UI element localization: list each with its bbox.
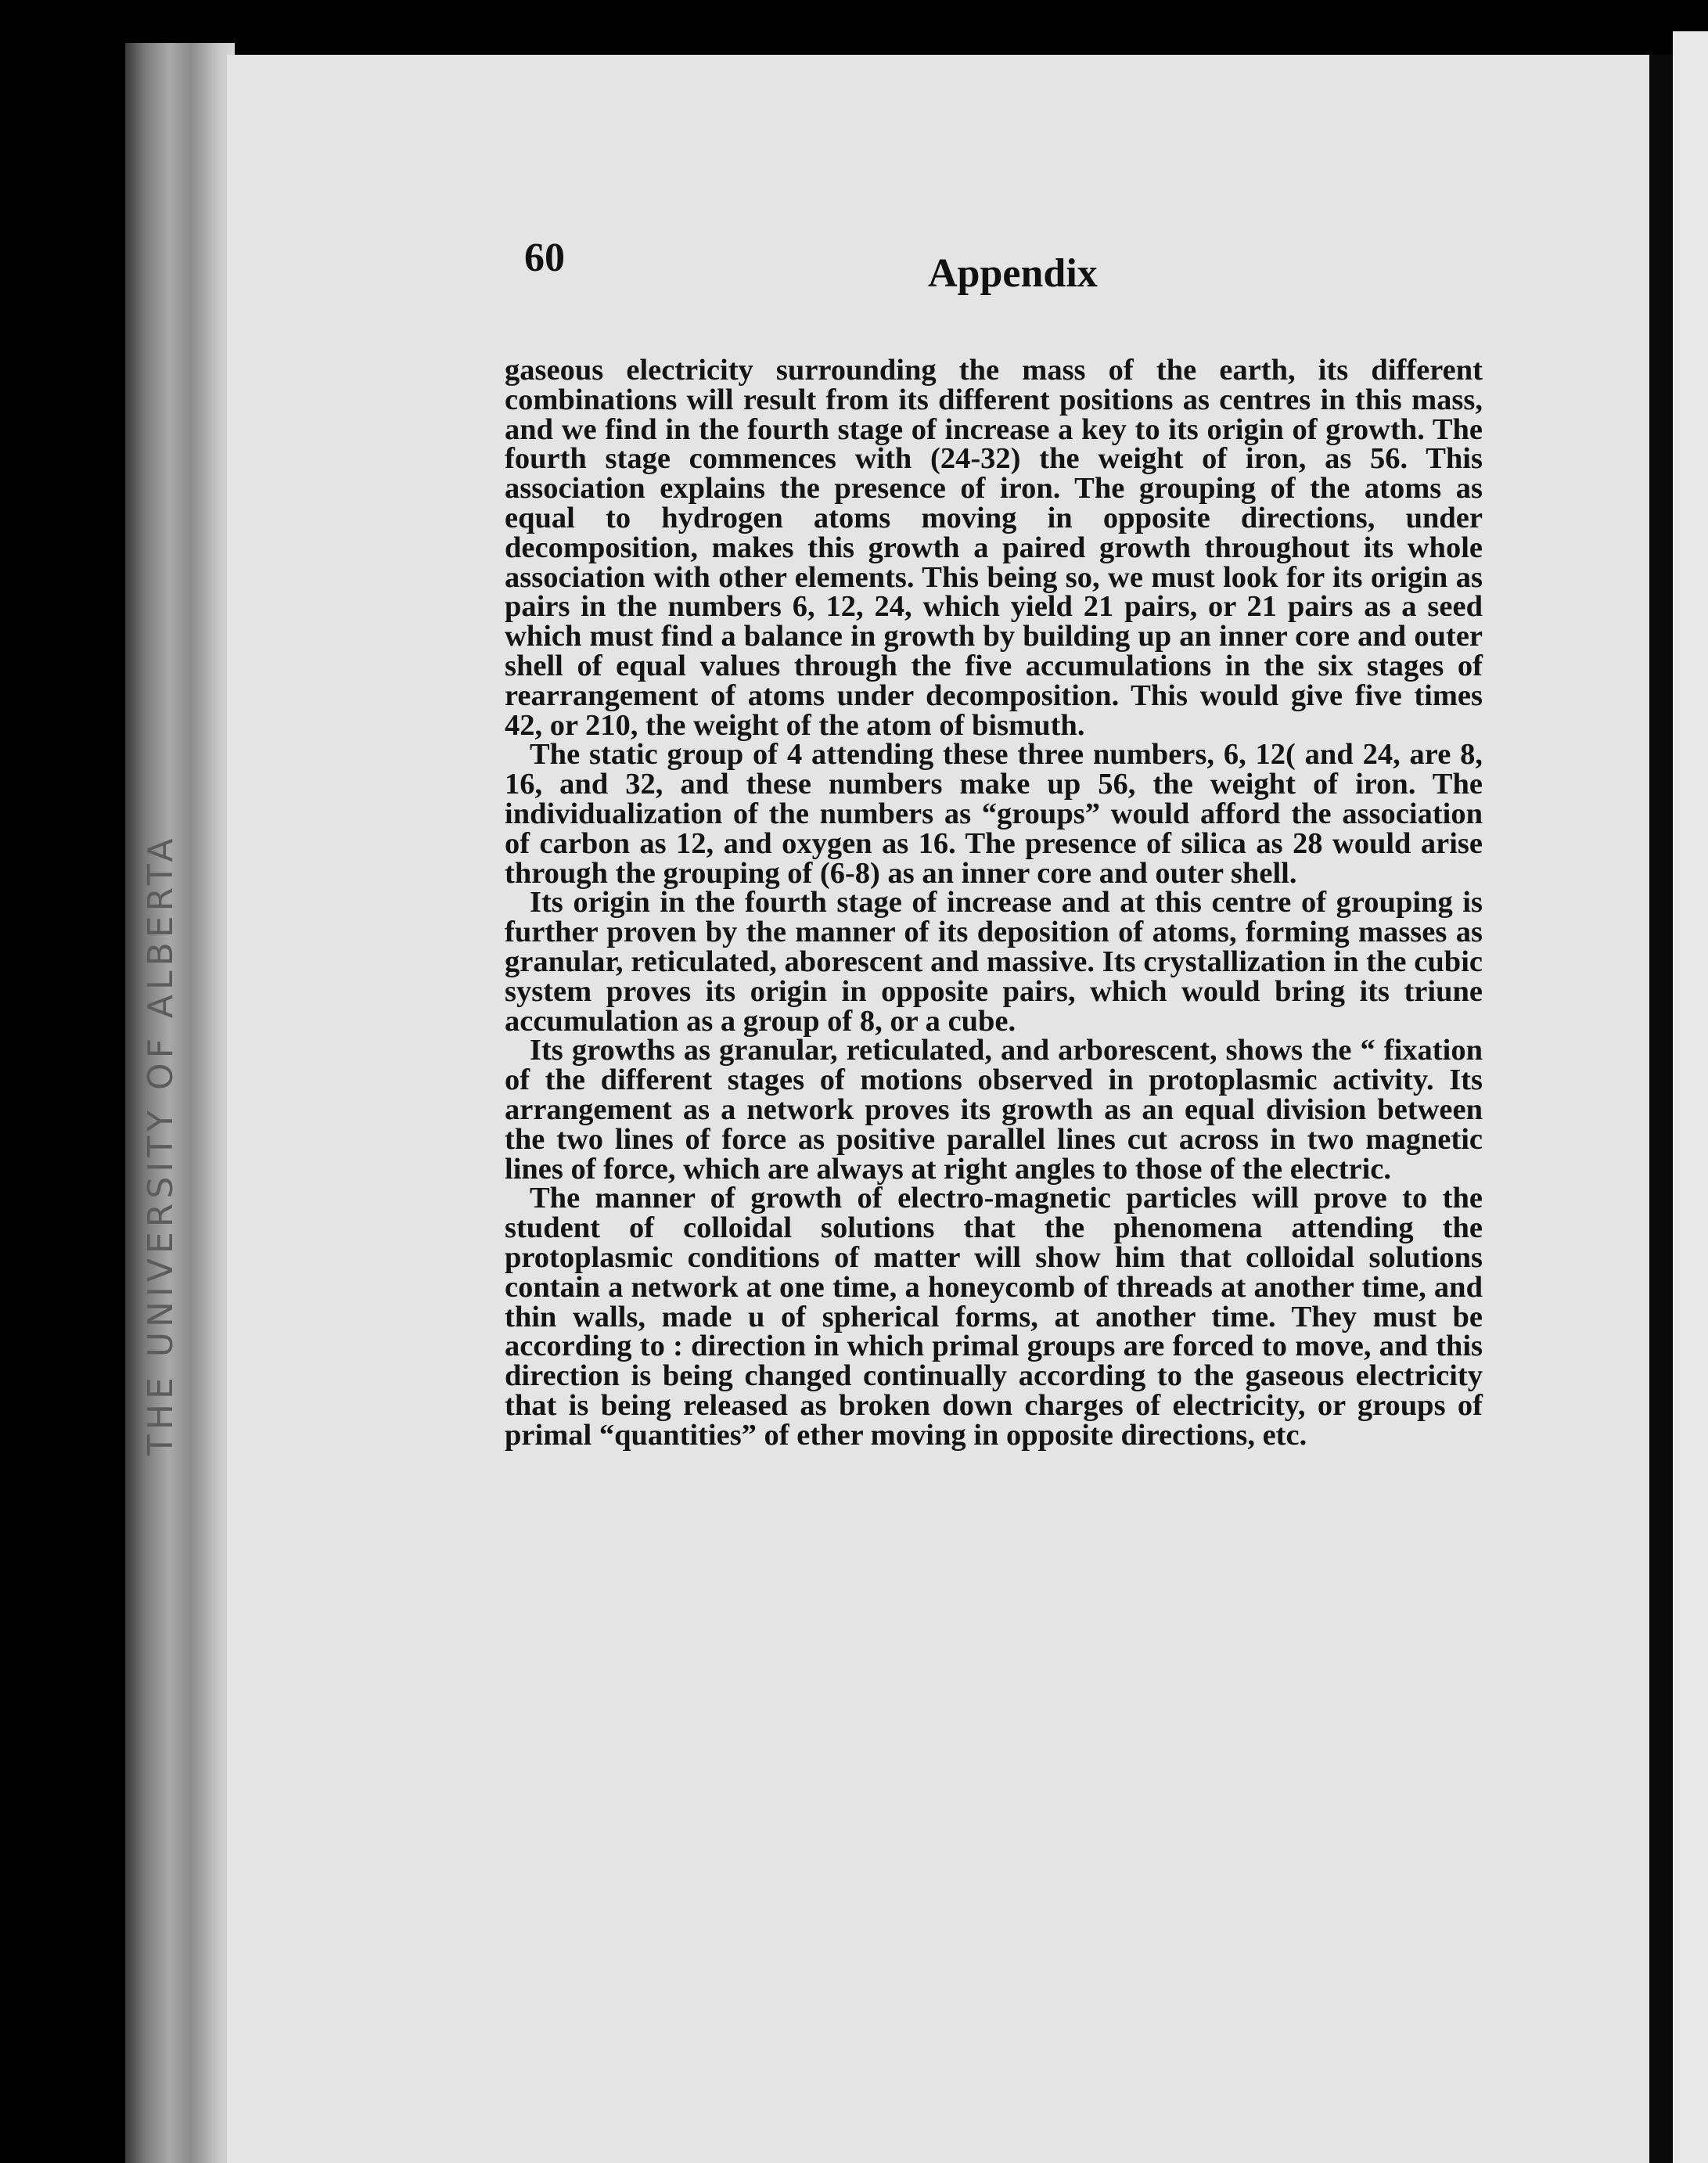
page-number: 60	[524, 236, 565, 280]
paragraph-4: Its growths as granular, reticulated, and arborescent, shows the “ fixation of the different stages of motions observed in protoplasmic activity. Its arrangement as a network proves its growth as an equal division between the two lines of force as positive parallel lines cut across in two magnetic lines of force, which are always at right angles to those of the electric.	[505, 1034, 1483, 1186]
page-right-edge	[1649, 55, 1673, 2163]
paragraph-1: gaseous electricity surrounding the mass of the earth, its different combinations will result from its different positions as centres in this mass, and we find in the fourth stage of increase a key to its origin of growth. The fourth stage commences with (24-32) the weight of iron, as 56. This association explains the presence of iron. The grouping of the atoms as equal to hydrogen atoms moving in opposite directions, under decomposition, makes this growth a paired growth throughout its whole association with other elements. This being so, we must look for its origin as pairs in the numbers 6, 12, 24, which yield 21 pairs, or 21 pairs as a seed which must find a balance in growth by building up an inner core and outer shell of equal values through the five accumulations in the six stages of rearrangement of atoms under decomposition. This would give five times 42, or 210, the weight of the atom of bismuth.	[505, 354, 1483, 742]
paragraph-3: Its origin in the fourth stage of increase and at this centre of grouping is further proven by the manner of its deposition of atoms, forming masses as granular, reticulated, aborescent and massive. Its crystallization in the cubic system proves its origin in opposite pairs, which would bring its triune accumulation as a group of 8, or a cube.	[505, 886, 1483, 1038]
gutter-library-stamp: THE UNIVERSITY OF ALBERTA	[141, 833, 181, 1456]
facing-page-edge	[1673, 31, 1708, 2163]
page-header	[524, 235, 1510, 313]
body-text	[505, 356, 1483, 1450]
paragraph-5: The manner of growth of electro-magnetic particles will prove to the student of colloidal solutions that the phenomena attending the protoplasmic conditions of matter will show him that colloidal solutions contain a network at one time, a honeycomb of threads at another time, and thin walls, made u of spherical forms, at another time. They must be according to : direction in which primal groups are forced to move, and this direction is being changed continually according to the gaseous electricity that is being released as broken down charges of electricity, or groups of primal “quantities” of ether moving in opposite directions, etc.	[505, 1182, 1483, 1452]
running-head: Appendix	[928, 251, 1098, 296]
paragraph-2: The static group of 4 attending these three numbers, 6, 12( and 24, are 8, 16, and 32, and these numbers make up 56, the weight of iron. The individualization of the numbers as “groups” would afford the association of carbon as 12, and oxygen as 16. The presence of silica as 28 would arise through the grouping of (6-8) as an inner core and outer shell.	[505, 738, 1483, 890]
